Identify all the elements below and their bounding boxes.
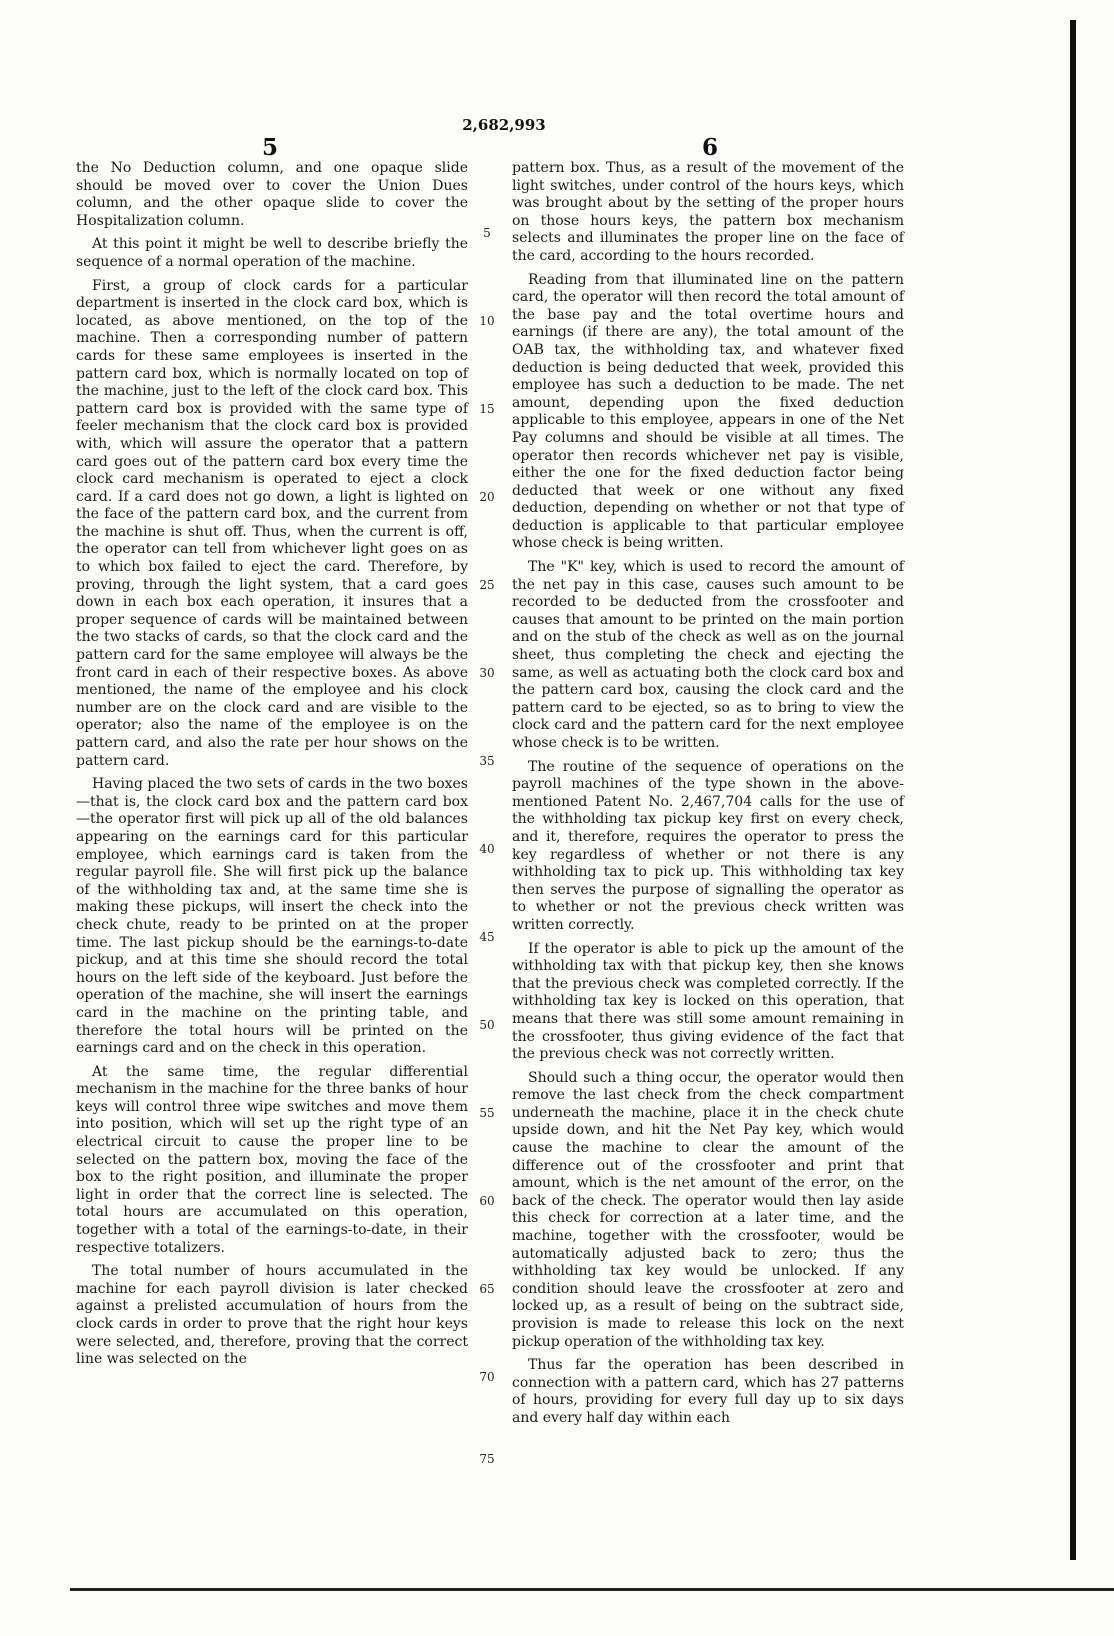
right-edge-rule [1070, 20, 1076, 1560]
paragraph: At this point it might be well to describe briefly the sequence of a normal operation of the machine. [76, 236, 468, 270]
line-number: 70 [479, 1370, 495, 1384]
line-number-gutter [472, 0, 502, 1636]
line-number: 45 [479, 930, 495, 944]
line-number: 75 [479, 1452, 495, 1466]
line-number: 40 [479, 842, 495, 856]
left-text-column [76, 160, 468, 1375]
line-number: 20 [479, 490, 495, 504]
line-number: 35 [479, 754, 495, 768]
line-number: 55 [479, 1106, 495, 1120]
paragraph: First, a group of clock cards for a particular department is inserted in the clock card box, which is located, as above mentioned, on the top of the machine. Then a corresponding number of pattern cards for these same employees is inserted in the pattern card box, which is normally located on top of the machine, just to the left of the clock card box. This pattern card box is provided with the same type of feeler mechanism that the clock card box is provided with, which will assure the operator that a pattern card goes out of the pattern card box every time the clock card mechanism is operated to eject a clock card. If a card does not go down, a light is lighted on the face of the pattern card box, and the current from the machine is shut off. Thus, when the current is off, the operator can tell from whichever light goes on as to which box failed to eject the card. Therefore, by proving, through the light system, that a card goes down in each box each operation, it insures that a proper sequence of cards will be maintained between the two stacks of cards, so that the clock card and the pattern card for the same employee will always be the front card in each of their respective boxes. As above mentioned, the name of the employee and his clock number are on the clock card and are visible to the operator; also the name of the employee is on the pattern card, and also the rate per hour shows on the pattern card. [76, 277, 468, 769]
paragraph: The total number of hours accumulated in the machine for each payroll division is later checked against a prelisted accumulation of hours from the clock cards in order to prove that the right hour keys were selected, and, therefore, proving that the correct line was selected on the [76, 1263, 468, 1368]
patent-number: 2,682,993 [462, 116, 546, 134]
left-column-number: 5 [262, 134, 279, 161]
paragraph: Thus far the operation has been described in connection with a pattern card, which has 27 patterns of hours, providing for every full day up to six days and every half day within each [512, 1357, 904, 1426]
paragraph: Having placed the two sets of cards in the two boxes—that is, the clock card box and the pattern card box—the operator first will pick up all of the old balances appearing on the earnings card for this particular employee, which earnings card is taken from the regular payroll file. She will first pick up the balance of the withholding tax and, at the same time she is making these pickups, will insert the check into the check chute, ready to be printed on at the proper time. The last pickup should be the earnings-to-date pickup, and at this time she should record the total hours on the left side of the keyboard. Just before the operation of the machine, she will insert the earnings card in the machine on the printing table, and therefore the total hours will be printed on the earnings card and on the check in this operation. [76, 776, 468, 1057]
paragraph: The "K" key, which is used to record the amount of the net pay in this case, causes such amount to be recorded to be deducted from the crossfooter and causes that amount to be printed on the main portion and on the stub of the check as well as on the journal sheet, thus completing the check and ejecting the same, as well as actuating both the clock card box and the pattern card box, causing the clock card and the pattern card to be ejected, so as to bring to view the clock card and the pattern card for the next employee whose check is to be written. [512, 559, 904, 751]
line-number: 65 [479, 1282, 495, 1296]
line-number: 30 [479, 666, 495, 680]
paragraph: the No Deduction column, and one opaque slide should be moved over to cover the Union Dues column, and the other opaque slide to cover the Hospitalization column. [76, 160, 468, 229]
line-number: 10 [479, 314, 495, 328]
paragraph: Should such a thing occur, the operator would then remove the last check from the check compartment underneath the machine, place it in the check chute upside down, and hit the Net Pay key, which would cause the machine to clear the amount of the difference out of the crossfooter and print that amount, which is the net amount of the error, on the back of the check. The operator would then lay aside this check for correction at a later time, and the machine, together with the crossfooter, would be automatically adjusted back to zero; thus the withholding tax key would be unlocked. If any condition should leave the crossfooter at zero and locked up, as a result of being on the subtract side, provision is made to release this lock on the next pickup operation of the withholding tax key. [512, 1069, 904, 1350]
line-number: 50 [479, 1018, 495, 1032]
line-number: 5 [483, 226, 491, 240]
right-column-number: 6 [702, 134, 719, 161]
bottom-edge-rule [70, 1588, 1114, 1591]
line-number: 25 [479, 578, 495, 592]
right-text-column [512, 160, 904, 1434]
paragraph: Reading from that illuminated line on the pattern card, the operator will then record the total amount of the base pay and the total overtime hours and earnings (if there are any), the total amount of the OAB tax, the withholding tax, and whatever fixed deduction is being deducted that week, provided this employee has such a deduction to be made. The net amount, depending upon the fixed deduction applicable to this employee, appears in one of the Net Pay columns and should be visible at all times. The operator then records whichever net pay is visible, either the one for the fixed deduction factor being deducted that week or one without any fixed deduction, depending on whether or not that type of deduction is applicable to that particular employee whose check is being written. [512, 271, 904, 552]
paragraph: The routine of the sequence of operations on the payroll machines of the type shown in the above-mentioned Patent No. 2,467,704 calls for the use of the withholding tax pickup key first on every check, and it, therefore, requires the operator to press the key regardless of whether or not there is any withholding tax to pick up. This withholding tax key then serves the purpose of signalling the operator as to whether or not the previous check written was written correctly. [512, 758, 904, 933]
paragraph: If the operator is able to pick up the amount of the withholding tax with that pickup key, then she knows that the previous check was completed correctly. If the withholding tax key is locked on this operation, that means that there was still some amount remaining in the crossfooter, thus giving evidence of the fact that the previous check was not correctly written. [512, 940, 904, 1063]
paragraph: At the same time, the regular differential mechanism in the machine for the three banks of hour keys will control three wipe switches and move them into position, which will set up the right type of an electrical circuit to cause the proper line to be selected on the pattern box, moving the face of the box to the right position, and illuminate the proper light in order that the correct line is selected. The total hours are accumulated on this operation, together with a total of the earnings-to-date, in their respective totalizers. [76, 1063, 468, 1256]
paragraph: pattern box. Thus, as a result of the movement of the light switches, under control of the hours keys, which was brought about by the setting of the proper hours on those hours keys, the pattern box mechanism selects and illuminates the proper line on the face of the card, according to the hours recorded. [512, 160, 904, 264]
line-number: 15 [479, 402, 495, 416]
line-number: 60 [479, 1194, 495, 1208]
